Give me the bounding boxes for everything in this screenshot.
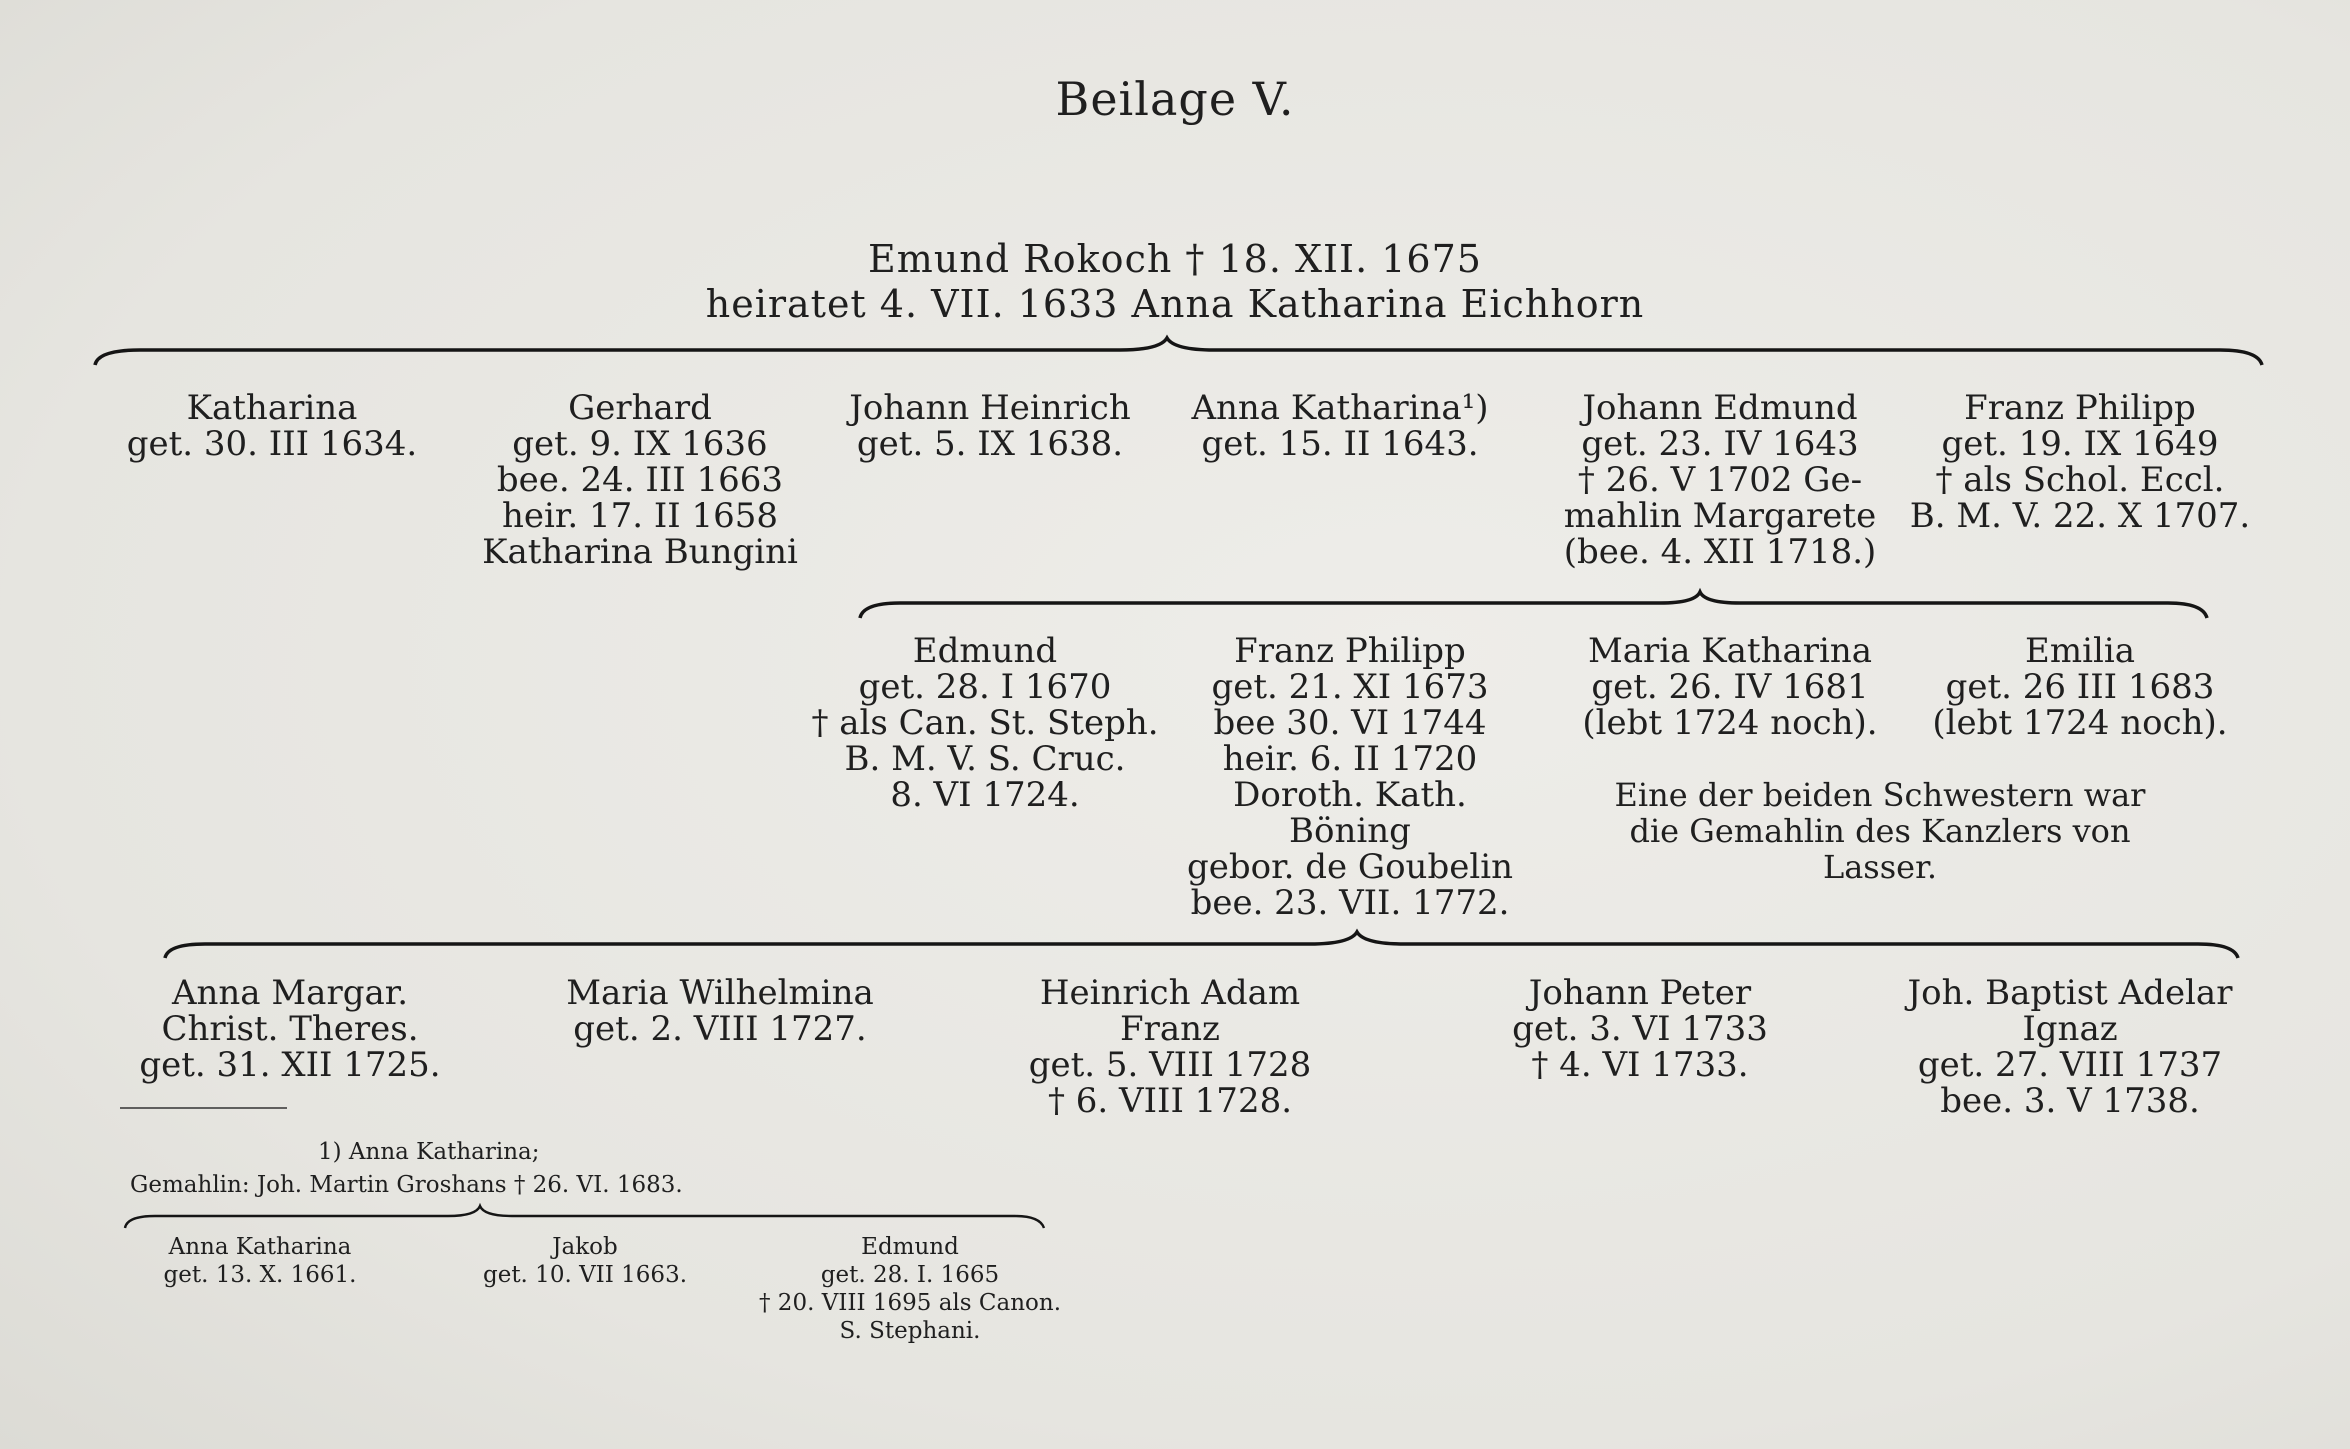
person-franz-philipp-sr: Franz Philipp get. 19. IX 1649 † als Schol. Eccl. B. M. V. 22. X 1707. xyxy=(1909,388,2251,536)
person-joh-baptist-adelar: Joh. Baptist Adelar Ignaz get. 27. VIII 1737 bee. 3. V 1738. xyxy=(1907,973,2233,1121)
person-heinrich-adam: Heinrich Adam Franz get. 5. VIII 1728 † 6. VIII 1728. xyxy=(1028,973,1312,1121)
sisters-note: Eine der beiden Schwestern war die Gemahlin des Kanzlers von Lasser. xyxy=(1614,776,2146,886)
bracket-generation-2 xyxy=(860,592,2207,618)
person-gerhard: Gerhard get. 9. IX 1636 bee. 24. III 1663 heir. 17. II 1658 Katharina Bungini xyxy=(482,388,798,572)
progenitor-line: Emund Rokoch † 18. XII. 1675 xyxy=(868,237,1482,281)
bracket-generation-3 xyxy=(165,932,2238,958)
page-title: Beilage V. xyxy=(1055,72,1295,126)
footnote-spouse-line: Gemahlin: Joh. Martin Groshans † 26. VI. 1683. xyxy=(130,1172,683,1198)
bracket-generation-1 xyxy=(95,338,2262,365)
footnote-child-edmund: Edmund get. 28. I. 1665 † 20. VIII 1695 als Canon. S. Stephani. xyxy=(759,1234,1061,1344)
footnote-child-anna-katharina: Anna Katharina get. 13. X. 1661. xyxy=(163,1234,357,1288)
footnote-child-jakob: Jakob get. 10. VII 1663. xyxy=(482,1234,688,1288)
person-franz-philipp-jr: Franz Philipp get. 21. XI 1673 bee 30. VI 1744 heir. 6. II 1720 Doroth. Kath. Böning gebor. de Goubelin bee. 23. VII. 1772. xyxy=(1186,631,1513,923)
person-johann-heinrich: Johann Heinrich get. 5. IX 1638. xyxy=(849,388,1131,464)
bracket-footnote xyxy=(125,1206,1044,1228)
person-emilia: Emilia get. 26 III 1683 (lebt 1724 noch). xyxy=(1932,631,2228,743)
footnote-marker-line: 1) Anna Katharina; xyxy=(318,1139,540,1165)
person-anna-katharina: Anna Katharina¹) get. 15. II 1643. xyxy=(1191,388,1489,464)
person-maria-katharina: Maria Katharina get. 26. IV 1681 (lebt 1724 noch). xyxy=(1582,631,1878,743)
person-katharina: Katharina get. 30. III 1634. xyxy=(126,388,418,464)
person-johann-edmund: Johann Edmund get. 23. IV 1643 † 26. V 1702 Ge- mahlin Margarete (bee. 4. XII 1718.) xyxy=(1563,388,1877,572)
person-edmund: Edmund get. 28. I 1670 † als Can. St. Steph. B. M. V. S. Cruc. 8. VI 1724. xyxy=(811,631,1159,815)
marriage-line: heiratet 4. VII. 1633 Anna Katharina Eichhorn xyxy=(705,282,1645,326)
person-anna-margar: Anna Margar. Christ. Theres. get. 31. XII 1725. xyxy=(139,973,441,1085)
person-maria-wilhelmina: Maria Wilhelmina get. 2. VIII 1727. xyxy=(566,973,874,1049)
person-johann-peter: Johann Peter get. 3. VI 1733 † 4. VI 1733. xyxy=(1512,973,1768,1085)
